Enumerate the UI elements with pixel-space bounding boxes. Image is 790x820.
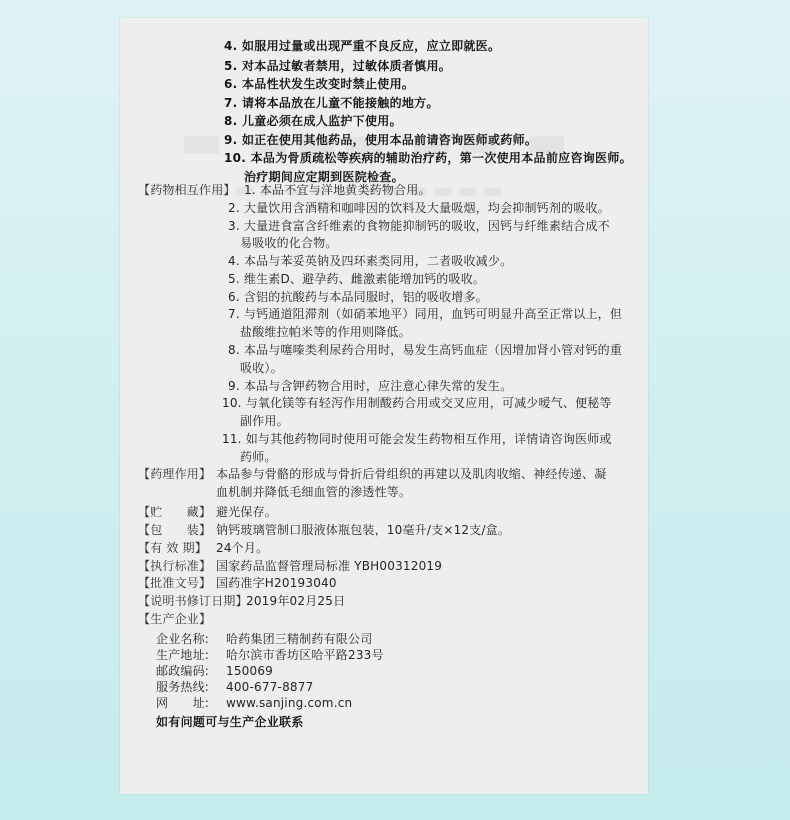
warning-6: 6. 本品性状发生改变时禁止使用。 [224,77,415,92]
warning-9: 9. 如正在使用其他药品，使用本品前请咨询医师或药师。 [224,132,538,147]
interaction-line: 5. 维生素D、避孕药、雌激素能增加钙的吸收。 [228,271,486,286]
interaction-line: 吸收）。 [240,360,283,375]
revision-value: 2019年02月25日 [246,594,346,609]
approval-value: 国药准字H20193040 [216,576,337,591]
warning-7: 7. 请将本品放在儿童不能接触的地方。 [224,95,439,110]
section-label-interactions: 【药物相互作用】 [138,182,236,197]
section-label-package: 【包 装】 [138,523,212,538]
warning-8: 8. 儿童必须在成人监护下使用。 [224,114,402,129]
pharmacology-line: 本品参与骨骼的形成与骨折后骨组织的再建以及肌肉收缩、神经传递、凝 [216,467,607,482]
interaction-line: 2. 大量饮用含酒精和咖啡因的饮料及大量吸烟，均会抑制钙剂的吸收。 [228,200,610,215]
validity-value: 24个月。 [216,540,269,555]
warning-10-continued: 治疗期间应定期到医院检查。 [244,170,404,185]
interaction-line: 盐酸维拉帕米等的作用则降低。 [240,325,411,340]
manufacturer-field-key: 企业名称: [156,632,210,647]
interaction-line: 4. 本品与苯妥英钠及四环素类同用，二者吸收减少。 [228,254,513,269]
interaction-line: 易吸收的化合物。 [240,236,338,251]
manufacturer-field-key: 邮政编码: [156,664,210,679]
interaction-line: 9. 本品与含钾药物合用时，应注意心律失常的发生。 [228,378,513,393]
manufacturer-website-link[interactable]: www.sanjing.com.cn [226,696,353,711]
warning-4: 4. 如服用过量或出现严重不良反应，应立即就医。 [224,39,501,54]
footer-contact-note: 如有问题可与生产企业联系 [156,715,304,730]
manufacturer-field-value: 400-677-8877 [226,680,314,695]
interaction-line: 1. 本品不宜与洋地黄类药物合用。 [244,182,431,197]
manufacturer-field-key: 网 址: [156,696,210,711]
interaction-line: 3. 大量进食富含纤维素的食物能抑制钙的吸收，因钙与纤维素结合成不 [228,218,610,233]
manufacturer-field-value: 哈药集团三精制药有限公司 [226,632,373,647]
section-label-validity: 【有 效 期】 [138,540,208,555]
interaction-line: 8. 本品与噻嗪类利尿药合用时，易发生高钙血症（因增加肾小管对钙的重 [228,342,623,357]
interaction-line: 11. 如与其他药物同时使用可能会发生药物相互作用，详情请咨询医师或 [222,431,612,446]
storage-value: 避光保存。 [216,505,278,520]
leaflet-sheet [120,18,648,794]
manufacturer-field-value: 哈尔滨市香坊区哈平路233号 [226,648,384,663]
interaction-line: 6. 含铝的抗酸药与本品同服时，铝的吸收增多。 [228,289,488,304]
section-label-pharmacology: 【药理作用】 [138,467,212,482]
manufacturer-field-value: 150069 [226,664,274,679]
section-label-manufacturer: 【生产企业】 [138,612,212,627]
section-label-approval: 【批准文号】 [138,576,212,591]
interaction-line: 7. 与钙通道阻滞剂（如硝苯地平）同用，血钙可明显升高至正常以上，但 [228,307,623,322]
warning-5: 5. 对本品过敏者禁用，过敏体质者慎用。 [224,58,452,73]
package-value: 钠钙玻璃管制口服液体瓶包装，10毫升/支×12支/盒。 [216,523,511,538]
section-label-storage: 【贮 藏】 [138,505,212,520]
interaction-line: 药师。 [240,449,277,464]
interaction-line: 10. 与氧化镁等有轻泻作用制酸药合用或交叉应用，可减少嗳气、便秘等 [222,396,612,411]
pharmacology-line: 血机制并降低毛细血管的渗透性等。 [216,485,412,500]
interaction-line: 副作用。 [240,414,289,429]
manufacturer-field-key: 服务热线: [156,680,210,695]
section-label-standard: 【执行标准】 [138,558,212,573]
standard-value: 国家药品监督管理局标准 YBH00312019 [216,558,443,573]
warning-10: 10. 本品为骨质疏松等疾病的辅助治疗药，第一次使用本品前应咨询医师。 [224,151,632,166]
manufacturer-field-key: 生产地址: [156,648,210,663]
section-label-revision: 【说明书修订日期】 [138,594,248,609]
